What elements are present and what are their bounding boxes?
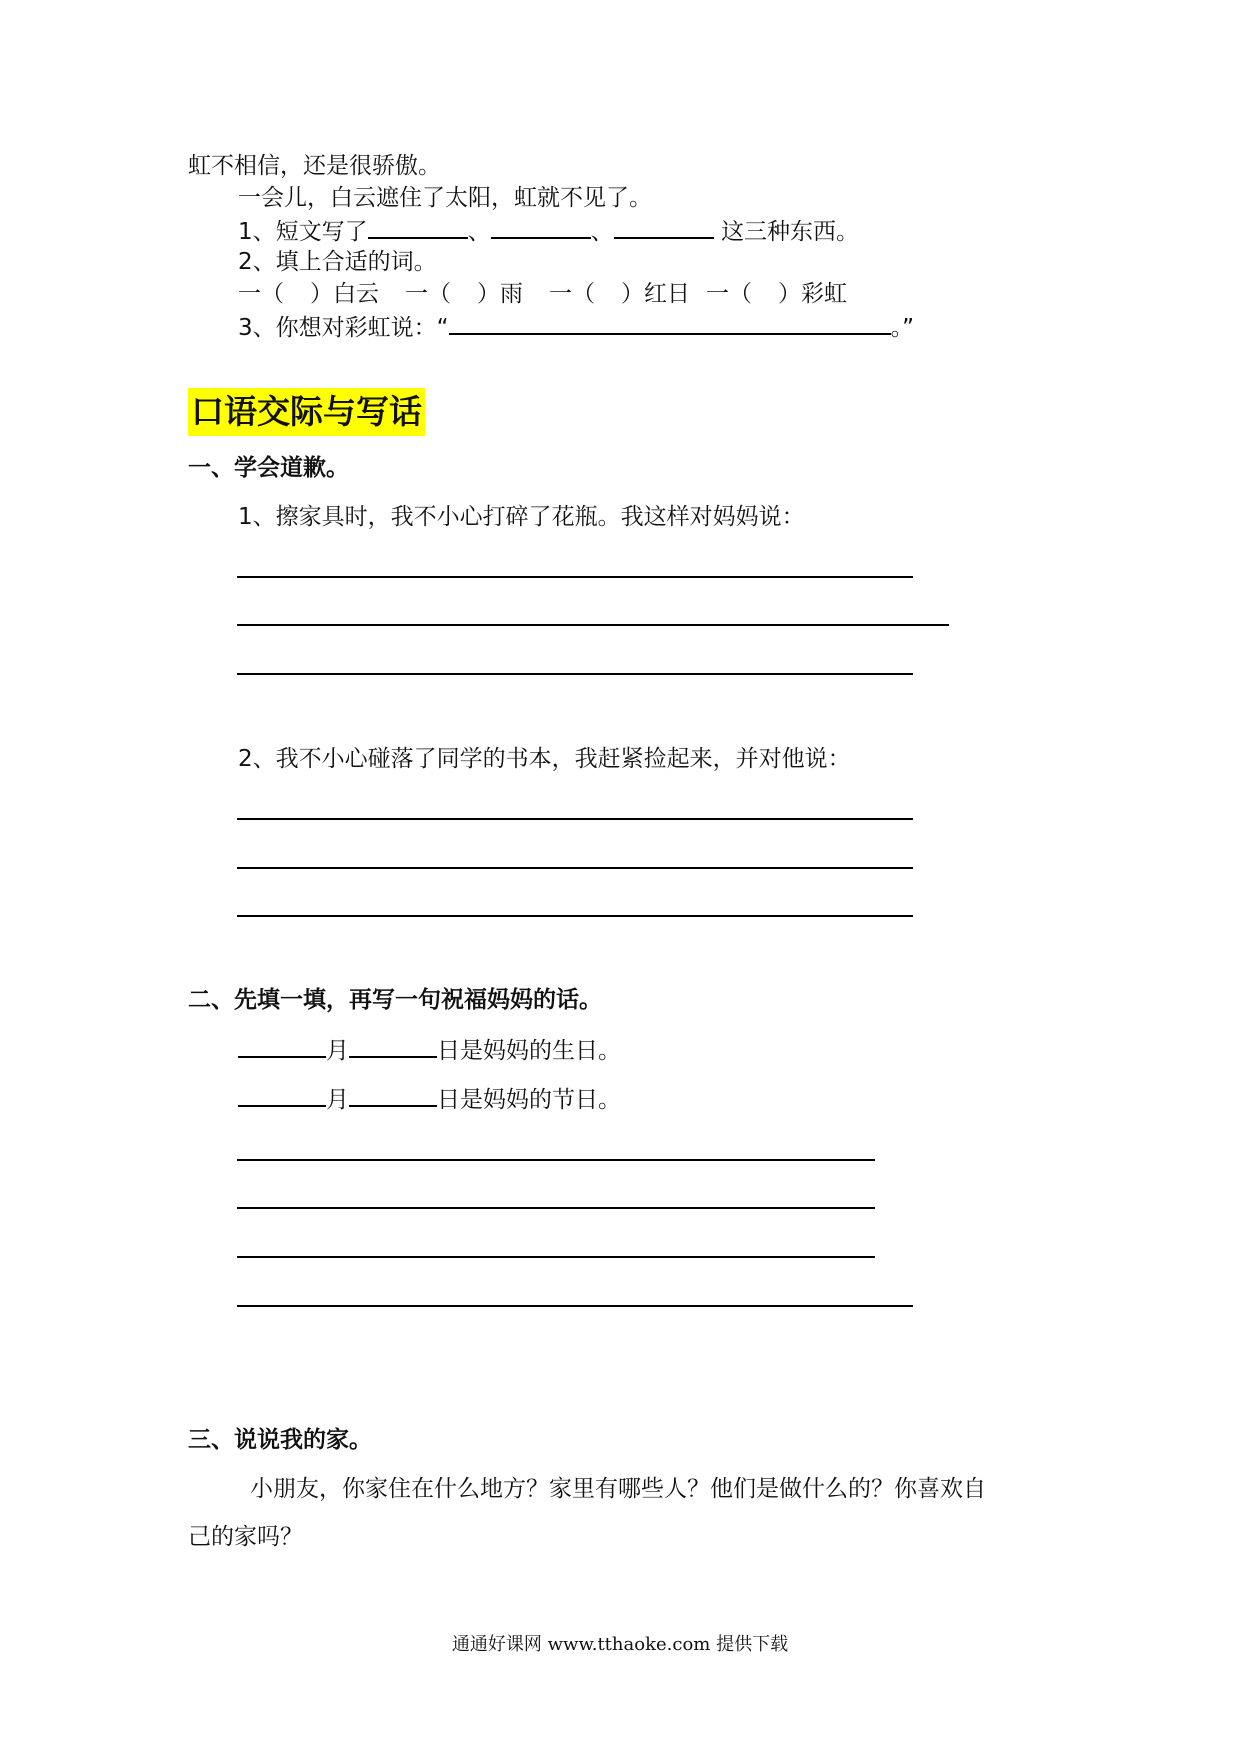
part-3-title: 三、说说我的家。 [188,1427,372,1453]
part-2-title: 二、先填一填，再写一句祝福妈妈的话。 [188,987,602,1013]
writing-line[interactable] [237,867,913,869]
writing-line[interactable] [237,915,913,917]
birthday-text: 日是妈妈的生日。 [437,1038,621,1064]
month-label: 月 [326,1038,349,1064]
question-1 [238,215,859,247]
question-2: 2、填上合适的词。 [238,249,437,275]
month-blank[interactable] [238,1034,326,1058]
measure-word-item[interactable]: 一（ ）彩虹 [706,281,847,307]
writing-line[interactable] [237,624,949,626]
writing-line[interactable] [237,1207,875,1209]
writing-line[interactable] [237,576,913,578]
writing-line[interactable] [237,1256,875,1258]
day-blank[interactable] [349,1034,437,1058]
writing-line[interactable] [237,1305,913,1307]
footer-credit: 通通好课网 www.tthaoke.com 提供下载 [451,1634,789,1655]
festival-line [238,1083,621,1115]
writing-line[interactable] [237,818,913,820]
answer-blank[interactable] [614,215,714,239]
month-blank[interactable] [238,1083,326,1107]
writing-line[interactable] [237,673,913,675]
answer-blank[interactable] [491,215,591,239]
question-3-text: 3、你想对彩虹说：“ [238,315,449,341]
birthday-line [238,1034,621,1066]
passage-line-2: 一会儿，白云遮住了太阳，虹就不见了。 [238,185,652,211]
writing-line[interactable] [237,1159,875,1161]
question-3-suffix: 。” [890,315,914,341]
festival-text: 日是妈妈的节日。 [437,1087,621,1113]
measure-word-item[interactable]: 一（ ）白云 [238,281,379,307]
question-1-suffix: 这三种东西。 [713,219,859,245]
day-blank[interactable] [349,1083,437,1107]
separator: 、 [467,219,491,245]
question-3 [238,311,914,343]
passage-line-1: 虹不相信，还是很骄傲。 [188,153,441,179]
measure-word-item[interactable]: 一（ ）红日 [549,281,690,307]
part-1-item-2: 2、我不小心碰落了同学的书本，我赶紧捡起来，并对他说： [238,746,851,772]
answer-blank[interactable] [449,311,891,335]
part-3-body-line-2: 己的家吗？ [188,1524,303,1550]
part-3-body-line-1: 小朋友，你家住在什么地方？家里有哪些人？他们是做什么的？你喜欢自 [250,1476,986,1502]
question-1-text: 1、短文写了 [238,219,368,245]
section-heading: 口语交际与写话 [188,388,425,436]
part-1-item-1: 1、擦家具时，我不小心打碎了花瓶。我这样对妈妈说： [238,504,805,530]
part-1-title: 一、学会道歉。 [188,455,349,481]
measure-word-item[interactable]: 一（ ）雨 [405,281,523,307]
answer-blank[interactable] [368,215,468,239]
question-2-items [238,279,847,309]
month-label: 月 [326,1087,349,1113]
separator: 、 [590,219,614,245]
